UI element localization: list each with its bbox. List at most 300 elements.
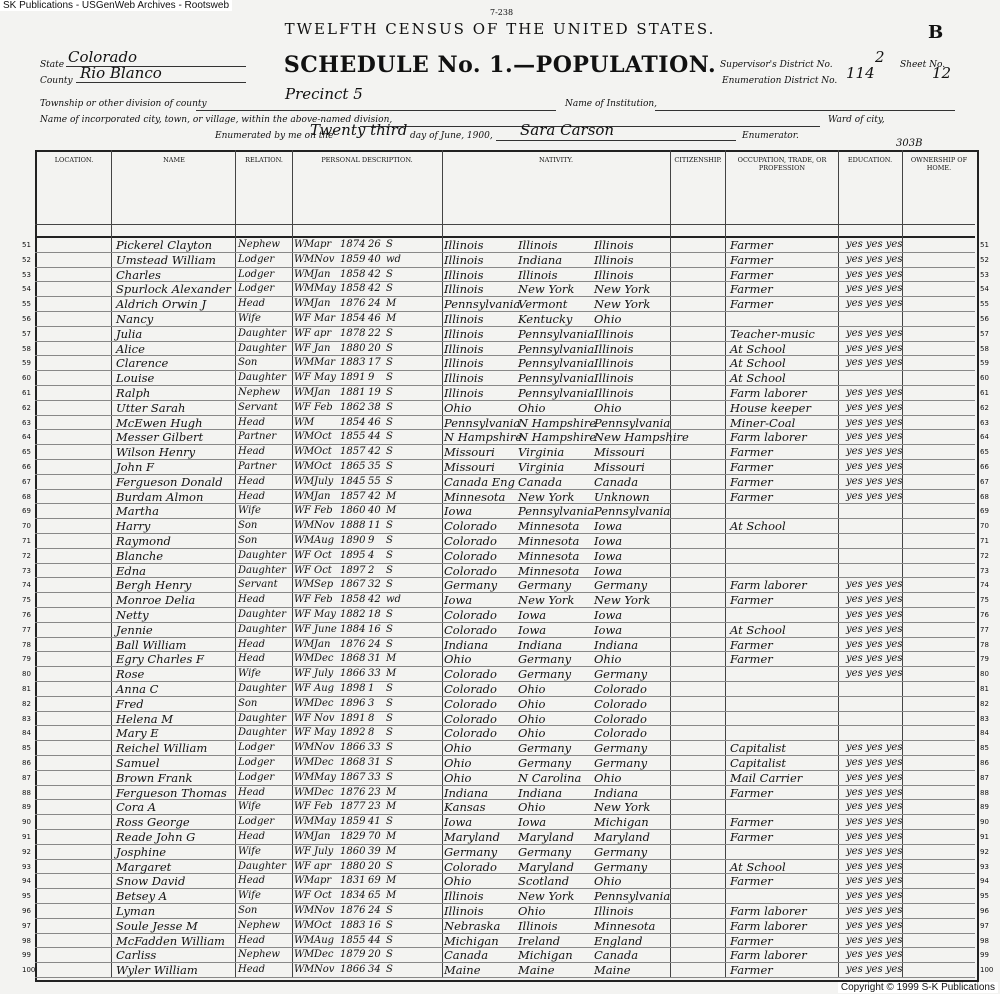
- cell-b1: Maryland: [444, 830, 500, 844]
- cell-age: 46: [368, 416, 381, 428]
- cell-rel: Wife: [238, 313, 261, 324]
- cell-rel: Daughter: [238, 860, 286, 872]
- cell-sex: M: [304, 268, 315, 280]
- cell-b1: Illinois: [444, 904, 484, 918]
- cell-cond: S: [386, 401, 393, 413]
- cell-cond: S: [386, 771, 393, 783]
- cell-b3: Unknown: [594, 489, 650, 504]
- cell-occ: Capitalist: [730, 756, 787, 770]
- cell-col: W: [294, 357, 305, 369]
- cell-col: W: [294, 609, 305, 620]
- cell-b2: Germany: [518, 756, 572, 770]
- divider: [725, 150, 726, 978]
- cell-rel: Head: [238, 298, 266, 310]
- cell-b3: Illinois: [594, 356, 634, 371]
- cell-mo: Nov: [314, 964, 335, 976]
- cell-ed: yes yes yes: [846, 327, 903, 339]
- cell-col: W: [294, 461, 305, 472]
- cell-b1: Germany: [444, 578, 498, 593]
- cell-b3: Iowa: [594, 548, 623, 563]
- cell-b3: Germany: [594, 859, 648, 874]
- cell-ed: yes yes yes: [846, 742, 903, 754]
- cell-b1: Iowa: [444, 593, 473, 608]
- row-number: 68: [980, 492, 989, 501]
- cell-b1: Illinois: [444, 252, 484, 267]
- cell-name: Fergueson Donald: [116, 474, 223, 489]
- cell-cond: S: [386, 239, 393, 250]
- row-number: 57: [980, 329, 989, 338]
- cell-rel: Son: [238, 520, 258, 532]
- cell-ed: yes yes yes: [846, 357, 903, 369]
- cell-rel: Daughter: [238, 712, 286, 724]
- cell-cond: S: [386, 683, 393, 694]
- cell-b3: Indiana: [594, 785, 639, 800]
- cell-sex: M: [304, 520, 315, 532]
- cell-b3: Germany: [594, 578, 648, 593]
- cell-occ: Farmer: [730, 474, 773, 489]
- cell-age: 16: [368, 919, 381, 931]
- cell-mo: Oct: [314, 461, 332, 472]
- cell-col: W: [294, 446, 305, 458]
- row-number: 90: [22, 818, 31, 827]
- cell-b1: Pennsylvania: [444, 297, 521, 312]
- supervisor-value: 2: [875, 48, 885, 66]
- cell-mo: Feb: [314, 801, 333, 813]
- cell-age: 44: [368, 934, 381, 946]
- cell-cond: S: [386, 579, 393, 591]
- cell-mo: May: [314, 771, 336, 783]
- cell-name: Messer Gilbert: [116, 430, 204, 445]
- cell-sex: F: [304, 727, 311, 739]
- cell-rel: Wife: [238, 801, 261, 813]
- cell-sex: F: [304, 372, 311, 384]
- cell-age: 24: [368, 638, 381, 650]
- cell-b2: Virginia: [518, 445, 565, 460]
- cell-yr: 1868: [340, 653, 366, 665]
- cell-yr: 1867: [340, 579, 366, 591]
- cell-age: 22: [368, 327, 381, 339]
- row-number: 66: [980, 463, 989, 471]
- table-row: [35, 326, 975, 327]
- cell-cond: M: [386, 890, 397, 902]
- cell-col: W: [294, 490, 305, 502]
- cell-sex: F: [304, 327, 311, 339]
- cell-rel: Head: [238, 875, 266, 887]
- cell-name: John F: [116, 460, 154, 474]
- cell-yr: 1876: [340, 298, 366, 310]
- cell-b1: Minnesota: [444, 489, 506, 504]
- ward-label: Ward of city,: [828, 115, 885, 125]
- row-number: 88: [980, 788, 989, 797]
- cell-yr: 1891: [340, 372, 366, 384]
- cell-yr: 1860: [340, 505, 366, 517]
- page-stamp: 303B: [896, 138, 923, 149]
- cell-b2: Illinois: [518, 918, 558, 933]
- cell-occ: At School: [730, 622, 786, 637]
- cell-sex: M: [304, 475, 315, 487]
- cell-b1: Colorado: [444, 726, 497, 741]
- row-number: 83: [980, 714, 989, 723]
- cell-col: W: [294, 683, 305, 694]
- cell-b2: Indiana: [518, 252, 563, 267]
- cell-cond: S: [386, 816, 393, 828]
- cell-b3: Germany: [594, 667, 648, 682]
- cell-name: Margaret: [116, 859, 172, 874]
- cell-b2: Ohio: [518, 682, 546, 696]
- cell-b2: Scotland: [518, 874, 570, 889]
- cell-col: W: [294, 313, 305, 324]
- census-title: TWELFTH CENSUS OF THE UNITED STATES.: [284, 20, 716, 38]
- cell-cond: S: [386, 712, 393, 724]
- cell-sex: F: [304, 623, 311, 635]
- cell-sex: M: [304, 653, 315, 665]
- table-row: [35, 696, 975, 697]
- row-number: 64: [980, 433, 989, 442]
- cell-mo: Nov: [314, 742, 335, 754]
- row-number: 71: [980, 537, 989, 545]
- cell-yr: 1866: [340, 742, 366, 754]
- cell-sex: F: [304, 342, 311, 354]
- cell-mo: Oct: [314, 564, 332, 576]
- row-number: 90: [980, 818, 989, 827]
- cell-yr: 1857: [340, 446, 366, 458]
- row-number: 80: [22, 670, 31, 679]
- cell-cond: M: [386, 505, 397, 517]
- cell-cond: M: [386, 786, 397, 798]
- cell-b2: Minnesota: [518, 548, 580, 563]
- cell-age: 42: [368, 283, 381, 295]
- cell-yr: 1892: [340, 727, 366, 739]
- cell-yr: 1880: [340, 342, 366, 354]
- cell-b1: Ohio: [444, 770, 472, 785]
- row-number: 60: [980, 374, 989, 383]
- cell-b3: Pennsylvania: [594, 889, 671, 904]
- row-number: 81: [22, 685, 31, 693]
- cell-sex: F: [304, 313, 311, 324]
- cell-b2: New York: [518, 282, 575, 297]
- cell-sex: M: [304, 875, 315, 887]
- cell-cond: S: [386, 357, 393, 369]
- cell-mo: Nov: [314, 520, 335, 532]
- cell-age: 3: [368, 697, 375, 709]
- cell-b1: Canada Eng: [444, 474, 515, 489]
- cell-occ: Farmer: [730, 652, 773, 667]
- cell-mo: apr: [314, 860, 332, 872]
- cell-sex: M: [304, 964, 315, 976]
- cell-b2: Ohio: [518, 400, 546, 415]
- cell-sex: M: [304, 816, 315, 828]
- cell-age: 40: [368, 253, 381, 265]
- cell-age: 70: [368, 831, 381, 842]
- cell-yr: 1898: [340, 683, 366, 694]
- cell-mo: May: [314, 372, 336, 384]
- row-number: 80: [980, 670, 989, 679]
- cell-yr: 1866: [340, 964, 366, 976]
- cell-name: Monroe Delia: [116, 593, 196, 608]
- cell-age: 23: [368, 786, 381, 798]
- cell-name: Umstead William: [116, 252, 216, 267]
- cell-yr: 1858: [340, 283, 366, 295]
- cell-cond: S: [386, 638, 393, 650]
- cell-cond: wd: [386, 594, 401, 606]
- cell-b3: New York: [594, 800, 651, 815]
- row-number: 58: [22, 344, 31, 353]
- cell-rel: Head: [238, 786, 266, 798]
- cell-b2: Canada: [518, 474, 563, 489]
- cell-yr: 1829: [340, 831, 366, 842]
- cell-b1: Colorado: [444, 622, 497, 637]
- cell-sex: M: [304, 253, 315, 265]
- cell-rel: Head: [238, 594, 266, 606]
- table-row: [35, 903, 975, 904]
- cell-age: 2: [368, 564, 375, 576]
- cell-yr: 1884: [340, 623, 366, 635]
- cell-b3: Illinois: [594, 238, 634, 252]
- cell-ed: yes yes yes: [846, 890, 903, 902]
- cell-rel: Nephew: [238, 919, 280, 931]
- table-row: [35, 385, 975, 386]
- cell-sex: F: [304, 609, 311, 620]
- cell-cond: S: [386, 372, 393, 384]
- cell-name: Ralph: [116, 386, 151, 400]
- cell-col: W: [294, 387, 305, 398]
- cell-name: Fergueson Thomas: [116, 785, 227, 800]
- cell-sex: M: [304, 771, 315, 783]
- cell-yr: 1859: [340, 253, 366, 265]
- cell-b1: Colorado: [444, 563, 497, 578]
- enumerator-name: Sara Carson: [520, 121, 615, 139]
- cell-ed: yes yes yes: [846, 757, 903, 768]
- row-number: 88: [22, 788, 31, 797]
- cell-col: W: [294, 579, 305, 591]
- cell-mo: June: [314, 623, 337, 635]
- cell-col: W: [294, 786, 305, 798]
- cell-age: 33: [368, 771, 381, 783]
- cell-occ: Farmer: [730, 815, 773, 830]
- row-number: 62: [22, 403, 31, 412]
- cell-col: W: [294, 949, 305, 961]
- cell-sex: M: [304, 638, 315, 650]
- cell-rel: Daughter: [238, 727, 286, 739]
- row-number: 92: [980, 847, 989, 856]
- cell-ed: yes yes yes: [846, 431, 903, 443]
- cell-occ: At School: [730, 356, 786, 371]
- cell-yr: 1854: [340, 416, 366, 428]
- cell-name: Ball William: [116, 637, 187, 652]
- cell-b2: Pennsylvania: [518, 341, 595, 356]
- cell-ed: yes yes yes: [846, 801, 903, 813]
- row-number: 67: [22, 477, 31, 486]
- row-number: 53: [22, 270, 31, 279]
- cell-ed: yes yes yes: [846, 253, 903, 265]
- row-number: 98: [980, 936, 989, 945]
- cell-ed: yes yes yes: [846, 653, 903, 665]
- row-number: 83: [22, 714, 31, 723]
- cell-age: 4: [368, 549, 375, 561]
- sheet-value: 12: [932, 64, 952, 82]
- cell-yr: 1858: [340, 268, 366, 280]
- table-row: [35, 563, 975, 564]
- cell-occ: Farmer: [730, 933, 773, 948]
- cell-age: 24: [368, 298, 381, 310]
- cell-b2: Pennsylvania: [518, 371, 595, 386]
- cell-age: 40: [368, 505, 381, 517]
- row-number: 99: [980, 951, 989, 960]
- cell-rel: Son: [238, 535, 258, 546]
- cell-mo: Dec: [314, 697, 334, 709]
- cell-b1: Germany: [444, 844, 498, 859]
- cell-rel: Nephew: [238, 239, 280, 250]
- township-value: Precinct 5: [285, 85, 363, 103]
- cell-name: McEwen Hugh: [116, 415, 203, 430]
- cell-ed: yes yes yes: [846, 816, 903, 828]
- cell-sex: F: [304, 801, 311, 813]
- cell-sex: M: [304, 949, 315, 961]
- cell-b1: Pennsylvania: [444, 415, 521, 430]
- cell-age: 11: [368, 520, 381, 532]
- cell-ed: yes yes yes: [846, 594, 903, 606]
- cell-cond: S: [386, 475, 393, 487]
- cell-cond: M: [386, 313, 397, 324]
- cell-cond: M: [386, 875, 397, 887]
- cell-rel: Nephew: [238, 949, 280, 961]
- cell-name: Alice: [116, 341, 145, 356]
- cell-ed: yes yes yes: [846, 919, 903, 931]
- section-ownership: OWNERSHIP OF HOME.: [910, 156, 968, 172]
- city-label: Name of incorporated city, town, or village, within the above-named division,: [40, 115, 393, 125]
- cell-mo: Dec: [314, 653, 334, 665]
- cell-b1: Illinois: [444, 889, 484, 904]
- cell-occ: Farmer: [730, 593, 773, 608]
- cell-sex: M: [304, 298, 315, 310]
- cell-occ: Farm laborer: [730, 918, 807, 933]
- section-occupation: OCCUPATION, TRADE, OR PROFESSION: [737, 156, 827, 172]
- cell-rel: Daughter: [238, 609, 286, 620]
- row-number: 100: [22, 966, 36, 975]
- cell-b1: Canada: [444, 948, 489, 963]
- cell-b2: Illinois: [518, 238, 558, 252]
- divider: [111, 150, 112, 978]
- cell-cond: S: [386, 520, 393, 532]
- cell-ed: yes yes yes: [846, 668, 903, 680]
- cell-sex: F: [304, 683, 311, 694]
- row-number: 79: [22, 655, 31, 664]
- table-row: [35, 725, 975, 726]
- table-row: [35, 681, 975, 682]
- enumeration-label: Enumeration District No.: [722, 76, 838, 86]
- cell-col: W: [294, 668, 305, 680]
- row-number: 71: [22, 537, 31, 545]
- enumerated-label-a: Enumerated by me on the: [215, 131, 334, 141]
- cell-b3: Ohio: [594, 400, 622, 415]
- cell-sex: M: [304, 461, 315, 472]
- cell-rel: Head: [238, 638, 266, 650]
- cell-cond: S: [386, 742, 393, 754]
- section-location: LOCATION.: [54, 156, 94, 164]
- township-line: [196, 110, 556, 111]
- row-number: 75: [22, 596, 31, 605]
- cell-b3: Iowa: [594, 608, 623, 622]
- cell-mo: Mar: [314, 357, 335, 369]
- cell-occ: Farmer: [730, 785, 773, 800]
- cell-mo: Jan: [314, 831, 331, 842]
- row-number: 69: [980, 507, 989, 516]
- cell-age: 39: [368, 845, 381, 857]
- form-number: 7-238: [490, 8, 514, 17]
- cell-b3: Minnesota: [594, 918, 656, 933]
- cell-yr: 1855: [340, 934, 366, 946]
- cell-occ: Farmer: [730, 282, 773, 297]
- table-row: [35, 533, 975, 534]
- cell-ed: yes yes yes: [846, 934, 903, 946]
- cell-mo: Jan: [314, 298, 331, 310]
- row-number: 96: [980, 907, 989, 915]
- cell-b2: Ohio: [518, 696, 546, 711]
- cell-mo: Dec: [314, 786, 334, 798]
- cell-b2: Maryland: [518, 859, 574, 874]
- cell-age: 8: [368, 727, 375, 739]
- cell-rel: Daughter: [238, 342, 286, 354]
- cell-occ: Farmer: [730, 637, 773, 652]
- cell-yr: 1876: [340, 786, 366, 798]
- cell-yr: 1862: [340, 401, 366, 413]
- cell-yr: 1895: [340, 549, 366, 561]
- cell-b3: New Hampshire: [594, 430, 689, 445]
- cell-ed: yes yes yes: [846, 446, 903, 458]
- row-number: 59: [980, 359, 989, 368]
- cell-ed: yes yes yes: [846, 342, 903, 354]
- cell-b2: Pennsylvania: [518, 386, 595, 400]
- cell-name: Pickerel Clayton: [116, 238, 213, 252]
- cell-mo: Aug: [314, 683, 335, 694]
- cell-age: 55: [368, 475, 381, 487]
- row-number: 87: [980, 773, 989, 782]
- cell-col: W: [294, 638, 305, 650]
- cell-mo: May: [314, 816, 336, 828]
- cell-col: W: [294, 475, 305, 487]
- cell-name: Louise: [116, 371, 155, 386]
- cell-b1: Colorado: [444, 696, 497, 711]
- cell-occ: Farm laborer: [730, 904, 807, 918]
- cell-name: Nancy: [116, 312, 154, 326]
- row-number: 61: [22, 389, 31, 397]
- row-number: 96: [22, 907, 31, 915]
- cell-col: W: [294, 801, 305, 813]
- cell-age: 33: [368, 742, 381, 754]
- cell-rel: Son: [238, 905, 258, 916]
- cell-b3: Indiana: [594, 637, 639, 652]
- cell-b3: Missouri: [594, 445, 645, 460]
- cell-yr: 1878: [340, 327, 366, 339]
- cell-yr: 1896: [340, 697, 366, 709]
- row-number: 74: [22, 581, 31, 590]
- enumerator-label: Enumerator.: [742, 131, 799, 141]
- row-number: 81: [980, 685, 989, 693]
- cell-b2: Ohio: [518, 711, 546, 726]
- cell-rel: Partner: [238, 431, 277, 443]
- cell-name: Soule Jesse M: [116, 918, 198, 933]
- cell-b1: Ohio: [444, 652, 472, 667]
- cell-name: Rose: [116, 667, 145, 682]
- cell-age: 35: [368, 461, 381, 472]
- cell-b2: Pennsylvania: [518, 326, 595, 341]
- cell-rel: Wife: [238, 845, 261, 857]
- divider: [670, 150, 671, 978]
- cell-cond: S: [386, 623, 393, 635]
- cell-cond: wd: [386, 253, 401, 265]
- cell-b3: Pennsylvania: [594, 504, 671, 519]
- cell-ed: yes yes yes: [846, 771, 903, 783]
